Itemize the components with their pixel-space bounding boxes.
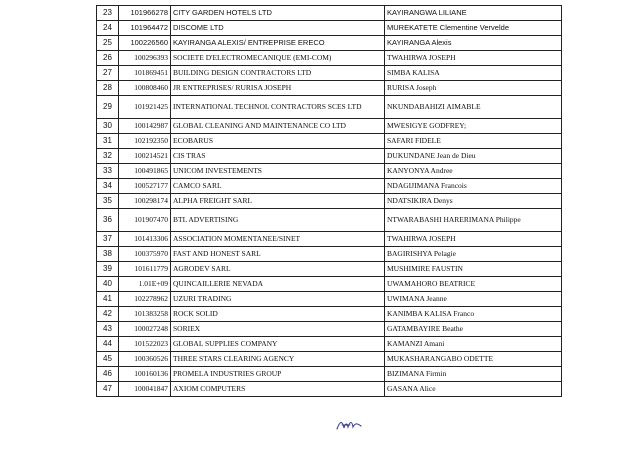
tin-cell: 101413306 [119, 232, 171, 247]
table-row [97, 119, 562, 134]
document-page [96, 5, 561, 397]
tin-cell: 101964472 [119, 21, 171, 36]
representative-cell: TWAHIRWA JOSEPH [385, 51, 562, 66]
tin-cell: 102192350 [119, 134, 171, 149]
company-name-cell: ALPHA FREIGHT SARL [171, 194, 385, 209]
table-row [97, 307, 562, 322]
tin-cell: 101966278 [119, 6, 171, 21]
company-name-cell: GLOBAL CLEANING AND MAINTENANCE CO LTD [171, 119, 385, 134]
row-number-cell: 45 [97, 352, 119, 367]
company-name-cell: SOCIETE D'ELECTROMECANIQUE (EMI-COM) [171, 51, 385, 66]
table-row [97, 179, 562, 194]
company-name-cell: AGRODEV SARL [171, 262, 385, 277]
row-number-cell: 37 [97, 232, 119, 247]
company-name-cell: JR ENTREPRISES/ RURISA JOSEPH [171, 81, 385, 96]
company-table [96, 5, 562, 397]
row-number-cell: 23 [97, 6, 119, 21]
table-row [97, 367, 562, 382]
representative-cell: UWIMANA Jeanne [385, 292, 562, 307]
tin-cell: 100027248 [119, 322, 171, 337]
row-number-cell: 39 [97, 262, 119, 277]
table-row [97, 382, 562, 397]
table-row [97, 149, 562, 164]
company-name-cell: ASSOCIATION MOMENTANEE/SINET [171, 232, 385, 247]
row-number-cell: 46 [97, 367, 119, 382]
row-number-cell: 30 [97, 119, 119, 134]
row-number-cell: 40 [97, 277, 119, 292]
representative-cell: NKUNDABAHIZI AIMABLE [385, 96, 562, 119]
tin-cell: 100142987 [119, 119, 171, 134]
tin-cell: 100041847 [119, 382, 171, 397]
representative-cell: KAYIRANGWA LILIANE [385, 6, 562, 21]
row-number-cell: 28 [97, 81, 119, 96]
table-row [97, 36, 562, 51]
representative-cell: SAFARI FIDELE [385, 134, 562, 149]
table-row [97, 164, 562, 179]
representative-cell: KANIMBA KALISA Franco [385, 307, 562, 322]
representative-cell: SIMBA KALISA [385, 66, 562, 81]
tin-cell: 100214521 [119, 149, 171, 164]
tin-cell: 100226560 [119, 36, 171, 51]
company-name-cell: ROCK SOLID [171, 307, 385, 322]
tin-cell: 1.01E+09 [119, 277, 171, 292]
representative-cell: RURISA Joseph [385, 81, 562, 96]
table-row [97, 247, 562, 262]
table-row [97, 232, 562, 247]
representative-cell: GASANA Alice [385, 382, 562, 397]
tin-cell: 102278962 [119, 292, 171, 307]
row-number-cell: 27 [97, 66, 119, 81]
tin-cell: 101921425 [119, 96, 171, 119]
tin-cell: 100808460 [119, 81, 171, 96]
company-name-cell: PROMELA INDUSTRIES GROUP [171, 367, 385, 382]
company-name-cell: ECOBARUS [171, 134, 385, 149]
row-number-cell: 35 [97, 194, 119, 209]
representative-cell: UWAMAHORO BEATRICE [385, 277, 562, 292]
company-name-cell: AXIOM COMPUTERS [171, 382, 385, 397]
representative-cell: NTWARABASHI HARERIMANA Philippe [385, 209, 562, 232]
company-name-cell: CAMCO SARL [171, 179, 385, 194]
company-table-body [97, 6, 562, 397]
tin-cell: 101383258 [119, 307, 171, 322]
row-number-cell: 26 [97, 51, 119, 66]
company-name-cell: CIS TRAS [171, 149, 385, 164]
row-number-cell: 29 [97, 96, 119, 119]
table-row [97, 66, 562, 81]
company-name-cell: GLOBAL SUPPLIES COMPANY [171, 337, 385, 352]
representative-cell: NDATSIKIRA Denys [385, 194, 562, 209]
table-row [97, 194, 562, 209]
table-row [97, 337, 562, 352]
representative-cell: TWAHIRWA JOSEPH [385, 232, 562, 247]
row-number-cell: 43 [97, 322, 119, 337]
representative-cell: BAGIRISHYA Pelagie [385, 247, 562, 262]
row-number-cell: 31 [97, 134, 119, 149]
tin-cell: 100296393 [119, 51, 171, 66]
representative-cell: BIZIMANA Firmin [385, 367, 562, 382]
company-name-cell: DISCOME LTD [171, 21, 385, 36]
row-number-cell: 33 [97, 164, 119, 179]
representative-cell: KANYONYA Andree [385, 164, 562, 179]
table-row [97, 292, 562, 307]
tin-cell: 100160136 [119, 367, 171, 382]
representative-cell: MUREKATETE Clementine Vervelde [385, 21, 562, 36]
table-row [97, 81, 562, 96]
row-number-cell: 42 [97, 307, 119, 322]
tin-cell: 100491865 [119, 164, 171, 179]
representative-cell: KAMANZI Amani [385, 337, 562, 352]
tin-cell: 101522023 [119, 337, 171, 352]
row-number-cell: 44 [97, 337, 119, 352]
row-number-cell: 36 [97, 209, 119, 232]
row-number-cell: 41 [97, 292, 119, 307]
row-number-cell: 32 [97, 149, 119, 164]
tin-cell: 101907470 [119, 209, 171, 232]
company-name-cell: CITY GARDEN HOTELS LTD [171, 6, 385, 21]
table-row [97, 209, 562, 232]
table-row [97, 96, 562, 119]
table-row [97, 277, 562, 292]
representative-cell: MUSHIMIRE FAUSTIN [385, 262, 562, 277]
row-number-cell: 38 [97, 247, 119, 262]
table-row [97, 6, 562, 21]
tin-cell: 101611779 [119, 262, 171, 277]
handwritten-initials-icon [336, 418, 362, 432]
row-number-cell: 25 [97, 36, 119, 51]
row-number-cell: 24 [97, 21, 119, 36]
tin-cell: 100527177 [119, 179, 171, 194]
company-name-cell: QUINCAILLERIE NEVADA [171, 277, 385, 292]
representative-cell: MWESIGYE GODFREY; [385, 119, 562, 134]
row-number-cell: 34 [97, 179, 119, 194]
table-row [97, 322, 562, 337]
tin-cell: 100360526 [119, 352, 171, 367]
representative-cell: GATAMBAYIRE Beathe [385, 322, 562, 337]
table-row [97, 352, 562, 367]
company-name-cell: THREE STARS CLEARING AGENCY [171, 352, 385, 367]
company-name-cell: BTL ADVERTISING [171, 209, 385, 232]
company-name-cell: UNICOM INVESTEMENTS [171, 164, 385, 179]
table-row [97, 134, 562, 149]
representative-cell: KAYIRANGA Alexis [385, 36, 562, 51]
table-row [97, 262, 562, 277]
company-name-cell: UZURI TRADING [171, 292, 385, 307]
row-number-cell: 47 [97, 382, 119, 397]
representative-cell: MUKASHARANGABO ODETTE [385, 352, 562, 367]
company-name-cell: FAST AND HONEST SARL [171, 247, 385, 262]
table-row [97, 51, 562, 66]
tin-cell: 100375970 [119, 247, 171, 262]
company-name-cell: KAYIRANGA ALEXIS/ ENTREPRISE ERECO [171, 36, 385, 51]
company-name-cell: INTERNATIONAL TECHNOL CONTRACTORS SCES LTD [171, 96, 385, 119]
representative-cell: DUKUNDANE Jean de Dieu [385, 149, 562, 164]
company-name-cell: BUILDING DESIGN CONTRACTORS LTD [171, 66, 385, 81]
company-name-cell: SORIEX [171, 322, 385, 337]
table-row [97, 21, 562, 36]
representative-cell: NDAGIJIMANA Francois [385, 179, 562, 194]
tin-cell: 100298174 [119, 194, 171, 209]
tin-cell: 101869451 [119, 66, 171, 81]
